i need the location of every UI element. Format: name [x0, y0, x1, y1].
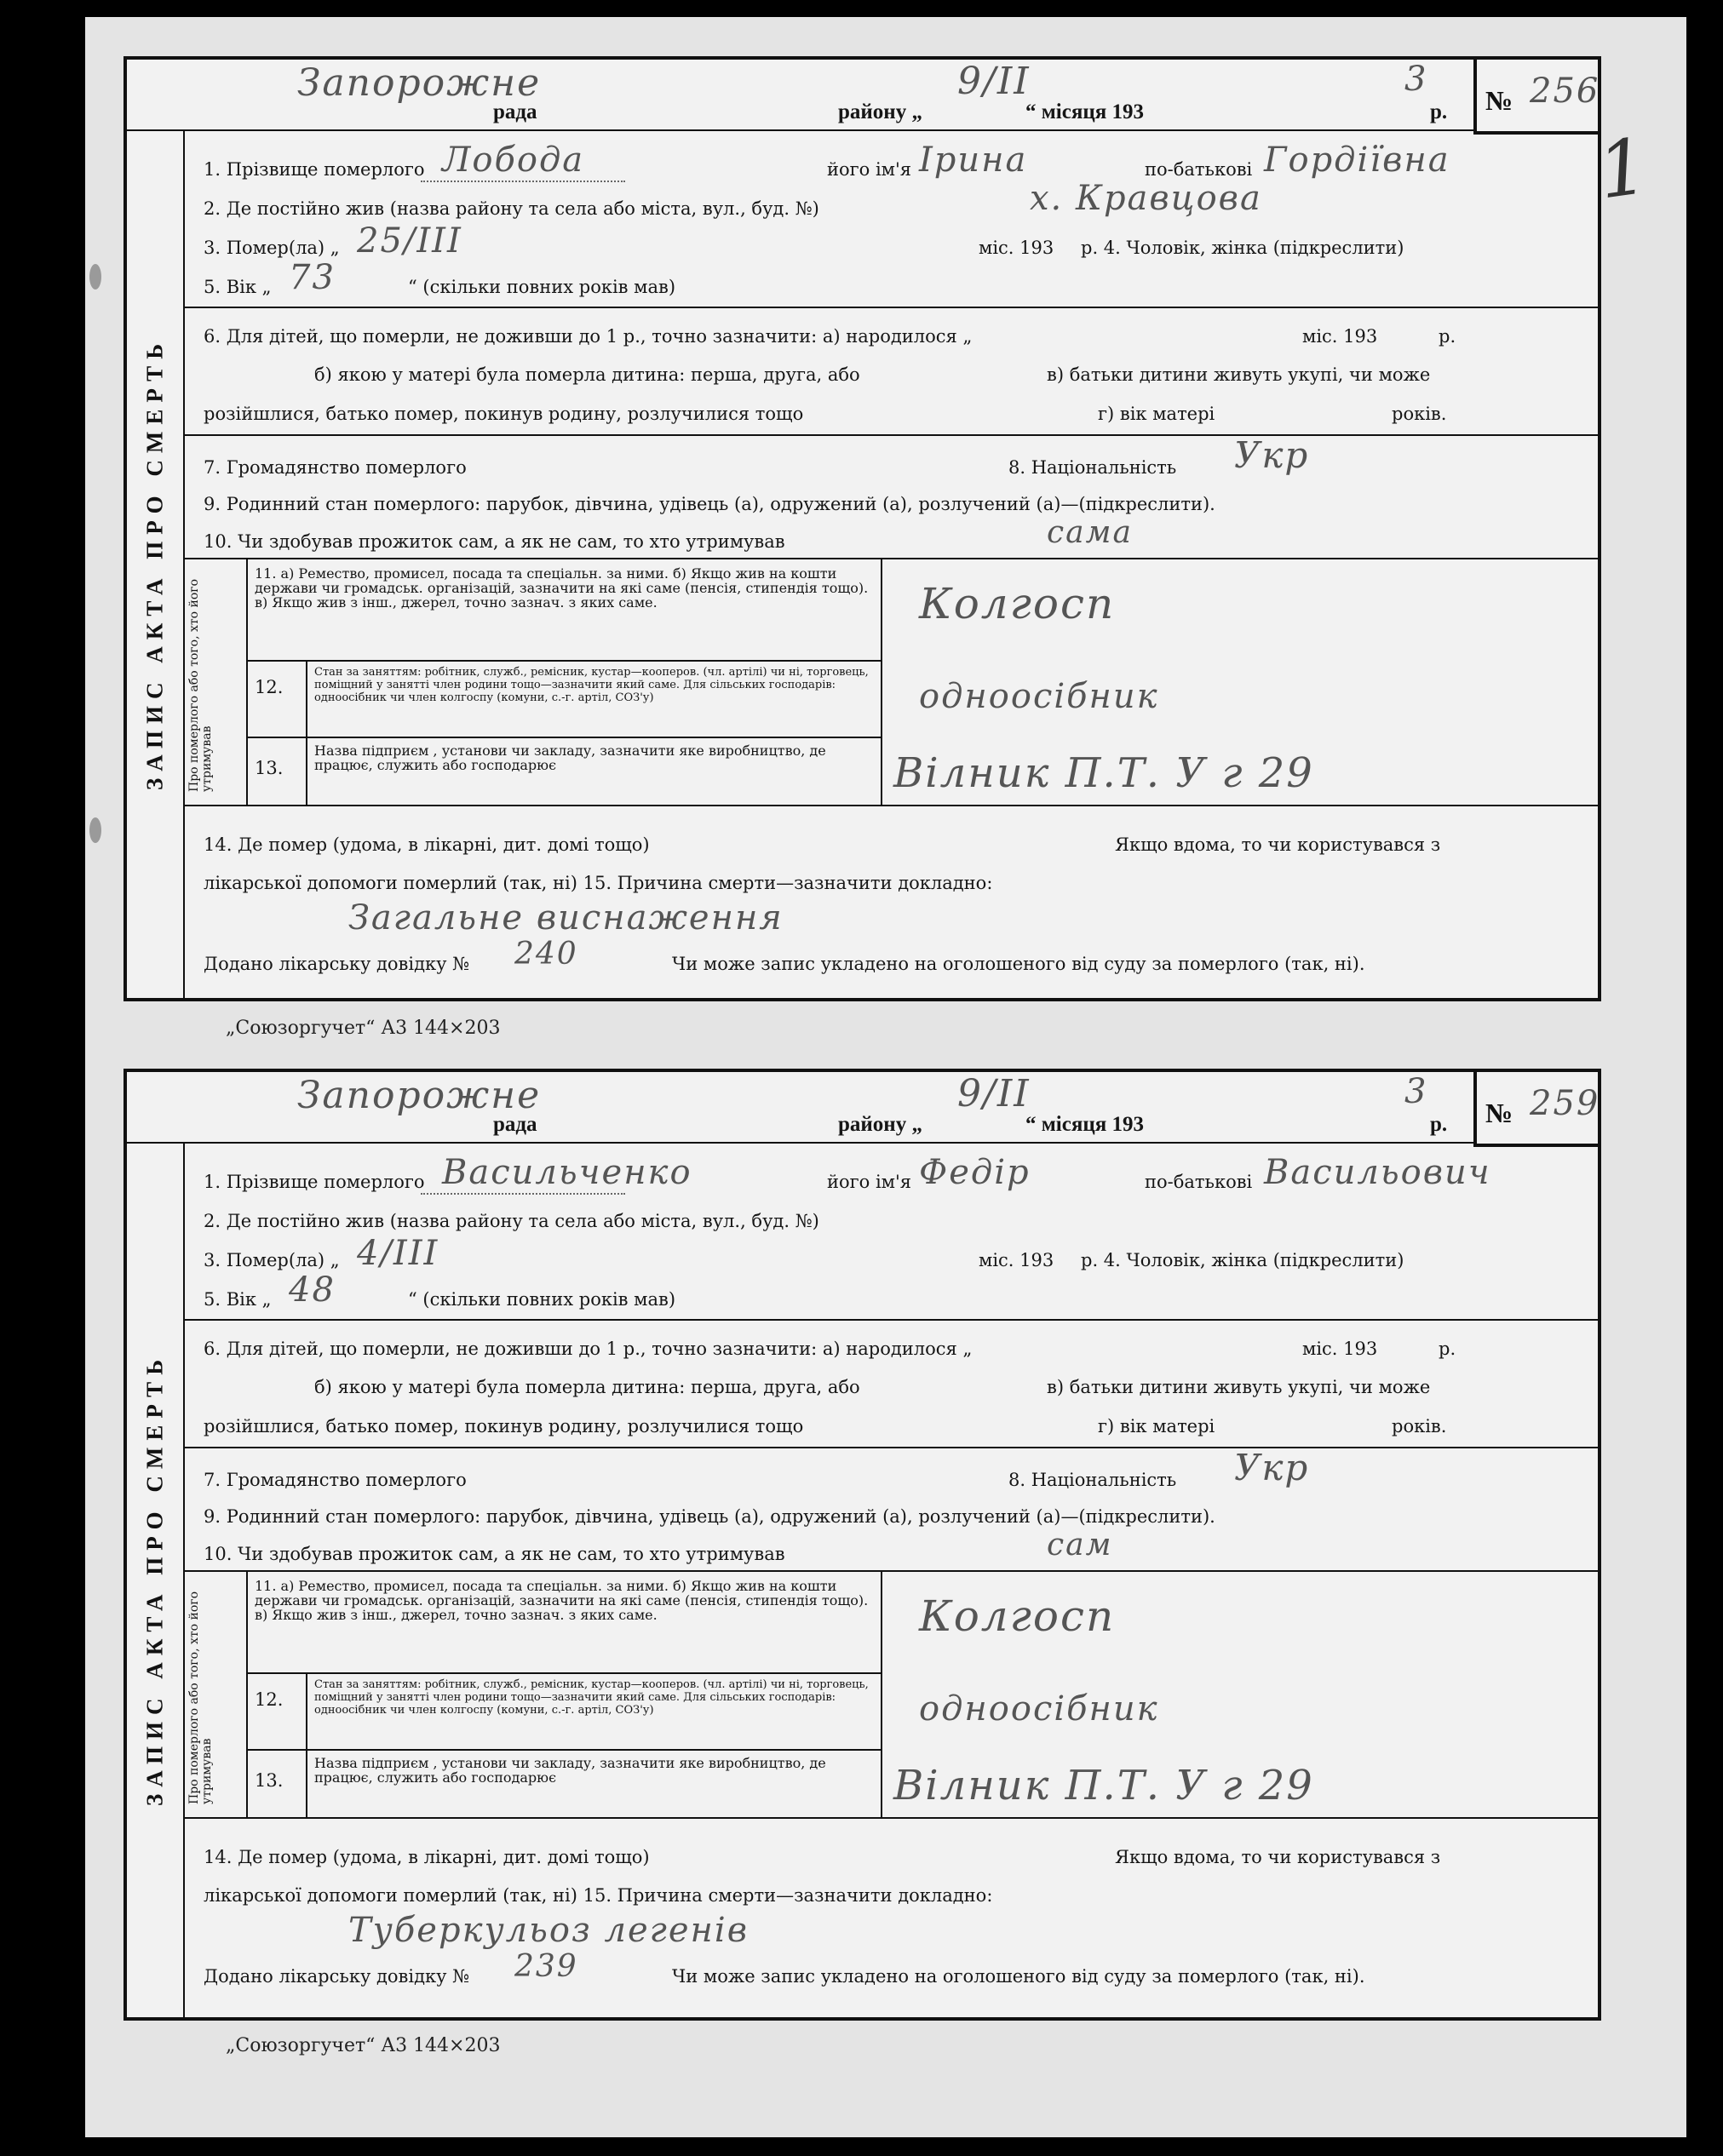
hw-selrada: Запорожне	[297, 1074, 542, 1117]
line-10-support: 10. Чи здобував прожиток сам, а як не сам, то хто утримував	[204, 531, 785, 552]
hw-occupation: Колгосп	[919, 579, 1116, 628]
line-1-surname: 1. Прізвище померлого	[204, 1172, 425, 1192]
line-8-nationality: 8. Національність	[1008, 457, 1177, 478]
line-6b-parents: в) батьки дитини живуть укупі, чи може	[1047, 364, 1431, 385]
hw-workplace: Вілник П.Т. У г 29	[893, 749, 1314, 797]
hw-age: 48	[289, 1270, 336, 1310]
side-label-column	[127, 1142, 185, 2017]
label-rada: рада	[493, 1113, 537, 1136]
line-5-age: 5. Вік „	[204, 1289, 272, 1310]
form-footer: „Союзоргучет“ А3 144×203	[226, 1018, 501, 1039]
hw-day: 9/II	[957, 60, 1031, 103]
hw-record-number: 259	[1530, 1084, 1600, 1123]
line-15-cause: лікарської допомоги померлий (так, ні) 15. Причина смерти—зазначити докладно:	[204, 1885, 993, 1906]
death-record-form	[123, 56, 1601, 1001]
hw-support: сам	[1047, 1528, 1113, 1563]
label-rayon: району „	[838, 100, 922, 123]
label-number: №	[1485, 1098, 1513, 1128]
line-14-home: Якщо вдома, то чи користувався з	[1115, 1847, 1441, 1867]
line-13-number: 13.	[255, 758, 284, 778]
line-2-address: 2. Де постійно жив (назва району та села або міста, вул., буд. №)	[204, 1211, 819, 1231]
line-11: 11. а) Ремество, промисел, посада та спеціальн. за ними. б) Якщо жив на кошти держави чи громадськ. організацій, зазначити на які саме (пенсія, стипендія тощо). в) Якщо жив з інш., джерел, точно зазнач. з яких саме.	[255, 565, 869, 611]
line-13: Назва підприєм , установи чи закладу, зазначити яке виробництво, де працює, служить або господарює	[314, 1755, 826, 1786]
hw-date: 25/III	[357, 221, 462, 261]
line-16-certificate: Додано лікарську довідку №	[204, 1966, 470, 1987]
punch-hole	[89, 264, 101, 290]
vertical-note: Про померлого або того, хто його утримував	[187, 1591, 214, 1804]
hw-support: сама	[1047, 515, 1133, 550]
line-12-number: 12.	[255, 677, 284, 697]
punch-hole	[89, 817, 101, 843]
label-month-year: “ місяця 193	[1025, 100, 1145, 123]
line-6b-parents: в) батьки дитини живуть укупі, чи може	[1047, 1377, 1431, 1397]
hw-patronymic: Васильович	[1264, 1153, 1491, 1192]
line-2-address: 2. Де постійно жив (назва району та села або міста, вул., буд. №)	[204, 198, 819, 219]
line-6c: розійшлися, батько помер, покинув родину, розлучилися тощо	[204, 1416, 804, 1436]
line-15-cause: лікарської допомоги померлий (так, ні) 15. Причина смерти—зазначити докладно:	[204, 873, 993, 893]
hw-selrada: Запорожне	[297, 61, 542, 105]
hw-age: 73	[289, 258, 336, 297]
line-6c: розійшлися, батько помер, покинув родину, розлучилися тощо	[204, 404, 804, 424]
hw-status: одноосібник	[919, 1689, 1159, 1729]
hw-certificate: 240	[514, 937, 578, 972]
line-6a-month: міс. 193	[1302, 1339, 1378, 1359]
line-6a: 6. Для дітей, що померли, не доживши до 1 р., точно зазначити: а) народилося „	[204, 1339, 973, 1359]
line-1-name: його ім'я	[827, 1172, 912, 1192]
hw-certificate: 239	[514, 1949, 578, 1984]
line-7-citizenship: 7. Громадянство померлого	[204, 457, 467, 478]
line-3-date: 3. Помер(ла) „	[204, 1250, 340, 1270]
form-header	[127, 60, 1598, 131]
line-6a-month: міс. 193	[1302, 326, 1378, 347]
line-6a-r: р.	[1439, 1339, 1456, 1359]
line-12: Стан за заняттям: робітник, служб., ремісник, кустар—кооперов. (чл. артілі) чи ні, торговець, поміщний у занятті член родини тощо—зазначити який саме. Для сільських господарів: одноосібник чи член колгоспу (комуни, с.-г. артіл, СОЗ'у)	[314, 666, 869, 704]
hw-cause: Загальне виснаження	[348, 898, 784, 938]
line-7-citizenship: 7. Громадянство померлого	[204, 1470, 467, 1490]
side-label: ЗАПИС АКТА ПРО СМЕРТЬ	[141, 1352, 168, 1807]
line-9-family-status: 9. Родинний стан померлого: парубок, дівчина, удівець (а), одружений (а), розлучений (а)—(підкреслити).	[204, 1506, 1215, 1527]
line-5-note: “ (скільки повних років мав)	[408, 1289, 676, 1310]
hw-year: 3	[1404, 60, 1428, 99]
label-rayon: району „	[838, 1113, 922, 1136]
hw-nationality: Укр	[1234, 434, 1310, 476]
hw-name: Федір	[919, 1153, 1031, 1192]
hw-cause: Туберкульоз легенів	[348, 1911, 749, 1950]
line-14-home: Якщо вдома, то чи користувався з	[1115, 834, 1441, 855]
line-6c-years: років.	[1392, 1416, 1447, 1436]
line-6c-years: років.	[1392, 404, 1447, 424]
form-header	[127, 1072, 1598, 1144]
line-10-support: 10. Чи здобував прожиток сам, а як не сам, то хто утримував	[204, 1544, 785, 1564]
hw-surname: Васильченко	[442, 1153, 692, 1192]
line-6c-mother-age: г) вік матері	[1098, 404, 1215, 424]
line-9-family-status: 9. Родинний стан померлого: парубок, дівчина, удівець (а), одружений (а), розлучений (а)—(підкреслити).	[204, 494, 1215, 514]
line-8-nationality: 8. Національність	[1008, 1470, 1177, 1490]
hw-address: х. Кравцова	[1030, 179, 1262, 218]
side-label-column	[127, 129, 185, 998]
hw-nationality: Укр	[1234, 1447, 1310, 1488]
line-3-date: 3. Помер(ла) „	[204, 238, 340, 258]
line-11: 11. а) Ремество, промисел, посада та спеціальн. за ними. б) Якщо жив на кошти держави чи громадськ. організацій, зазначити на які саме (пенсія, стипендія тощо). в) Якщо жив з інш., джерел, точно зазнач. з яких саме.	[255, 1578, 869, 1623]
line-1-surname: 1. Прізвище померлого	[204, 159, 425, 180]
hw-occupation: Колгосп	[919, 1591, 1116, 1641]
label-rada: рада	[493, 100, 537, 123]
line-14-place: 14. Де помер (удома, в лікарні, дит. домі тощо)	[204, 1847, 650, 1867]
line-3-gender: р. 4. Чоловік, жінка (підкреслити)	[1081, 238, 1404, 258]
vertical-note: Про померлого або того, хто його утримував	[187, 578, 214, 792]
line-1-patronymic: по-батькові	[1145, 159, 1253, 180]
hw-name: Ірина	[919, 140, 1028, 180]
label-r: р.	[1430, 100, 1448, 123]
hw-record-number: 256	[1530, 72, 1600, 111]
line-6c-mother-age: г) вік матері	[1098, 1416, 1215, 1436]
line-13: Назва підприєм , установи чи закладу, зазначити яке виробництво, де працює, служить або господарює	[314, 743, 826, 773]
line-12: Стан за заняттям: робітник, служб., ремісник, кустар—кооперов. (чл. артілі) чи ні, торговець, поміщний у занятті член родини тощо—зазначити який саме. Для сільських господарів: одноосібник чи член колгоспу (комуни, с.-г. артіл, СОЗ'у)	[314, 1678, 869, 1717]
line-14-place: 14. Де помер (удома, в лікарні, дит. домі тощо)	[204, 834, 650, 855]
hw-surname: Лобода	[442, 140, 585, 180]
line-3-month: міс. 193	[979, 238, 1054, 258]
hw-date: 4/III	[357, 1234, 439, 1273]
line-1-patronymic: по-батькові	[1145, 1172, 1253, 1192]
label-number: №	[1485, 85, 1513, 116]
line-5-age: 5. Вік „	[204, 277, 272, 297]
line-6b: б) якою у матері була померла дитина: перша, друга, або	[314, 364, 860, 385]
death-record-form	[123, 1069, 1601, 2021]
hw-patronymic: Гордіївна	[1264, 140, 1450, 180]
record-number-box	[1473, 1069, 1601, 1147]
hw-year: 3	[1404, 1072, 1428, 1111]
line-3-month: міс. 193	[979, 1250, 1054, 1270]
line-3-gender: р. 4. Чоловік, жінка (підкреслити)	[1081, 1250, 1404, 1270]
record-number-box	[1473, 56, 1601, 135]
hw-workplace: Вілник П.Т. У г 29	[893, 1762, 1314, 1809]
line-6b: б) якою у матері була померла дитина: перша, друга, або	[314, 1377, 860, 1397]
form-footer: „Союзоргучет“ А3 144×203	[226, 2035, 501, 2056]
hw-status: одноосібник	[919, 677, 1159, 716]
side-label: ЗАПИС АКТА ПРО СМЕРТЬ	[141, 336, 168, 791]
line-6a: 6. Для дітей, що померли, не доживши до 1 р., точно зазначити: а) народилося „	[204, 326, 973, 347]
line-6a-r: р.	[1439, 326, 1456, 347]
line-12-number: 12.	[255, 1689, 284, 1710]
label-r: р.	[1430, 1113, 1448, 1136]
line-16-court: Чи може запис укладено на оголошеного від суду за померлого (так, ні).	[672, 954, 1365, 974]
line-16-certificate: Додано лікарську довідку №	[204, 954, 470, 974]
hw-day: 9/II	[957, 1072, 1031, 1115]
line-13-number: 13.	[255, 1770, 284, 1791]
line-5-note: “ (скільки повних років мав)	[408, 277, 676, 297]
label-month-year: “ місяця 193	[1025, 1113, 1145, 1136]
line-16-court: Чи може запис укладено на оголошеного від суду за померлого (так, ні).	[672, 1966, 1365, 1987]
line-1-name: його ім'я	[827, 159, 912, 180]
